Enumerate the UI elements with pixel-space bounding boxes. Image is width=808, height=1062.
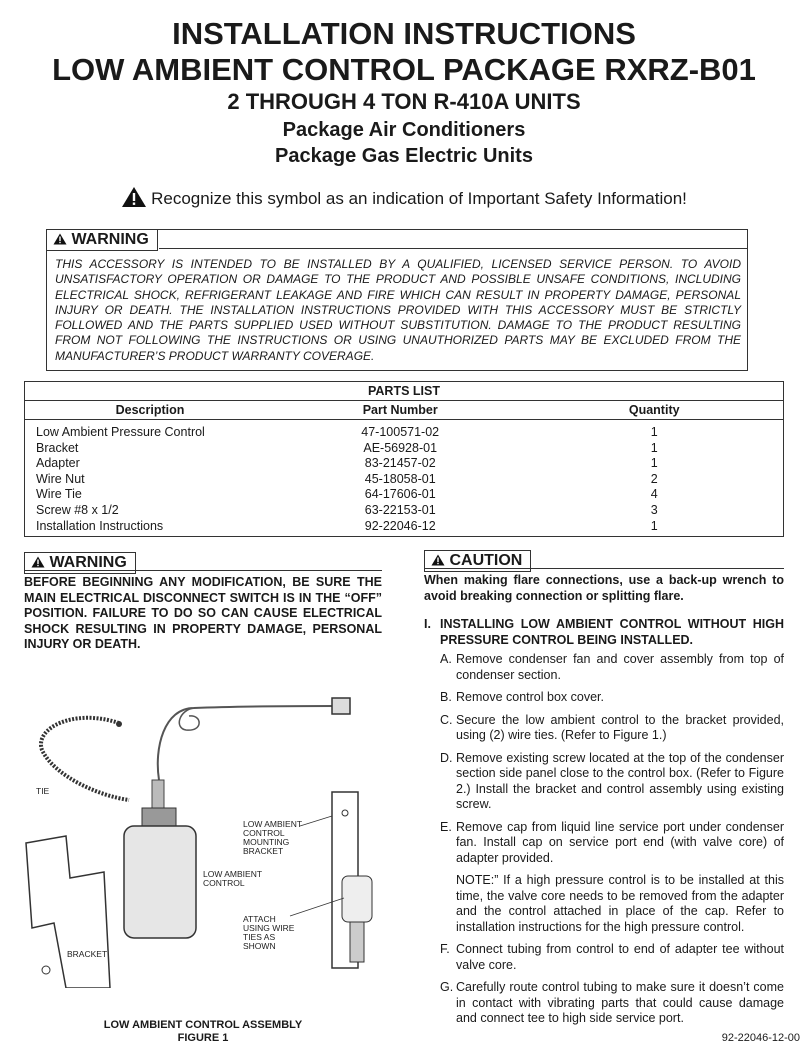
table-row: Wire Nut 45-18058-01 2 <box>36 471 658 486</box>
col-quantity: Quantity <box>525 401 783 420</box>
flare-nut-shape <box>332 698 350 714</box>
warning-triangle-icon <box>431 554 445 566</box>
list-item: F. Connect tubing from control to end of adapter tee without valve core. <box>440 942 784 972</box>
warning-triangle-icon <box>121 186 147 208</box>
safety-note: Recognize this symbol as an indication of Important Safety Information! <box>0 186 808 209</box>
table-row: Wire Tie 64-17606-01 4 <box>36 487 658 502</box>
label-mounting-bracket: LOW AMBIENT CONTROL MOUNTING BRACKET <box>243 819 302 856</box>
caution-label: CAUTION <box>424 550 531 572</box>
list-item: D. Remove existing screw located at the top of the condenser section side panel close to the control box. (Refer to Figure 2.) Install the bracket and control assembly using existing screw. <box>440 750 784 811</box>
doc-number: 92-22046-12-00 <box>721 1032 800 1044</box>
label-attach: ATTACH USING WIRE TIES AS SHOWN <box>243 914 295 951</box>
doc-title-line1: INSTALLATION INSTRUCTIONS <box>172 16 636 51</box>
table-row: Low Ambient Pressure Control 47-100571-02 1 <box>36 425 658 439</box>
warning-text-2: BEFORE BEGINNING ANY MODIFICATION, BE SURE THE MAIN ELECTRICAL DISCONNECT SWITCH IS IN THE “OFF” POSITION. FAILURE TO DO SO CAN CAUSE ELECTRICAL SHOCK RESULTING IN PROPERTY DAMAGE, PERSONAL INJURY OR DEATH. <box>24 575 382 651</box>
warning-label-2: WARNING <box>24 552 136 574</box>
warning-label-1: WARNING <box>47 230 158 251</box>
product-line2: Package Gas Electric Units <box>275 145 533 167</box>
list-item: A. Remove condenser fan and cover assembly from top of condenser section. <box>440 652 784 682</box>
control-body-shape <box>124 826 196 938</box>
table-row: Bracket AE-56928-01 1 <box>36 440 658 455</box>
figure-caption: LOW AMBIENT CONTROL ASSEMBLY FIGURE 1 <box>103 1019 303 1044</box>
warning-triangle-icon <box>31 556 45 568</box>
list-item: C. Secure the low ambient control to the bracket provided, using (2) wire ties. (Refer to Figure 1.) <box>440 712 784 742</box>
warning-rule-1 <box>159 248 747 249</box>
wire-tie-shape <box>41 718 129 800</box>
warning-text-1: THIS ACCESSORY IS INTENDED TO BE INSTALLED BY A QUALIFIED, LICENSED SERVICE PERSON. TO AVOID UNSATISFACTORY OPERATION OR DAMAGE TO THE PRODUCT AND POSSIBLE UNSAFE CONDITIONS, INCLUDING ELECTRICAL SHOCK, REFRIGERANT LEAKAGE AND FIRE WHICH CAN RESULT IN PROPERTY DAMAGE, PERSONAL INJURY OR DEATH. THE INSTALLATION INSTRUCTIONS PROVIDED WITH THIS ACCESSORY MUST BE STRICTLY FOLLOWED AND THE PARTS SUPPLIED USED WITHOUT SUBSTITUTION. DAMAGE TO THE PRODUCT RESULTING FROM NOT FOLLOWING THE INSTRUCTIONS OR USING UNAUTHORIZED PARTS MAY BE EXCLUDED FROM THE MANUFACTURER’S PRODUCT WARRANTY COVERAGE. <box>55 257 741 363</box>
doc-title-line2: LOW AMBIENT CONTROL PACKAGE RXRZ-B01 <box>52 52 756 87</box>
col-description: Description <box>25 401 275 420</box>
caution-text: When making flare connections, use a back-up wrench to avoid breaking connection or splitting flare. <box>424 573 784 603</box>
note-text: NOTE:” If a high pressure control is to be installed at this time, the valve core needs to be removed from the adapter and the control attached in place of the cap. Refer to installation instructions for the high pressure control. <box>456 873 784 934</box>
bracket-shape <box>26 836 110 988</box>
doc-subtitle: 2 THROUGH 4 TON R-410A UNITS <box>227 89 581 114</box>
parts-list-table <box>24 381 784 537</box>
label-tie: TIE <box>36 786 50 796</box>
table-row: Screw #8 x 1/2 63-22153-01 3 <box>36 502 658 517</box>
warning-rule-2 <box>24 570 382 571</box>
table-row: Installation Instructions 92-22046-12 1 <box>36 518 658 533</box>
list-item: B. Remove control box cover. <box>440 690 604 704</box>
figure-1-illustration <box>14 688 384 988</box>
section-heading: I. INSTALLING LOW AMBIENT CONTROL WITHOUT HIGH PRESSURE CONTROL BEING INSTALLED. <box>424 617 784 647</box>
parts-list-title: PARTS LIST <box>25 382 784 401</box>
list-item: E. Remove cap from liquid line service port under condenser fan. Install cap on service port end (with valve core) of adapter provided. <box>440 819 784 865</box>
label-bracket: BRACKET <box>67 949 108 959</box>
col-part-number: Part Number <box>275 401 525 420</box>
warning-box-1 <box>46 229 748 371</box>
product-line1: Package Air Conditioners <box>282 119 526 141</box>
warning-triangle-icon <box>53 233 67 245</box>
table-row: Adapter 83-21457-02 1 <box>36 456 658 471</box>
caution-rule <box>424 568 784 569</box>
list-item: G. Carefully route control tubing to make sure it doesn’t come in contact with vibrating parts that could cause damage and connect tee to high side service port. <box>440 980 784 1025</box>
steps-list <box>440 652 784 1027</box>
label-low-ambient-control: LOW AMBIENT CONTROL <box>203 869 262 888</box>
